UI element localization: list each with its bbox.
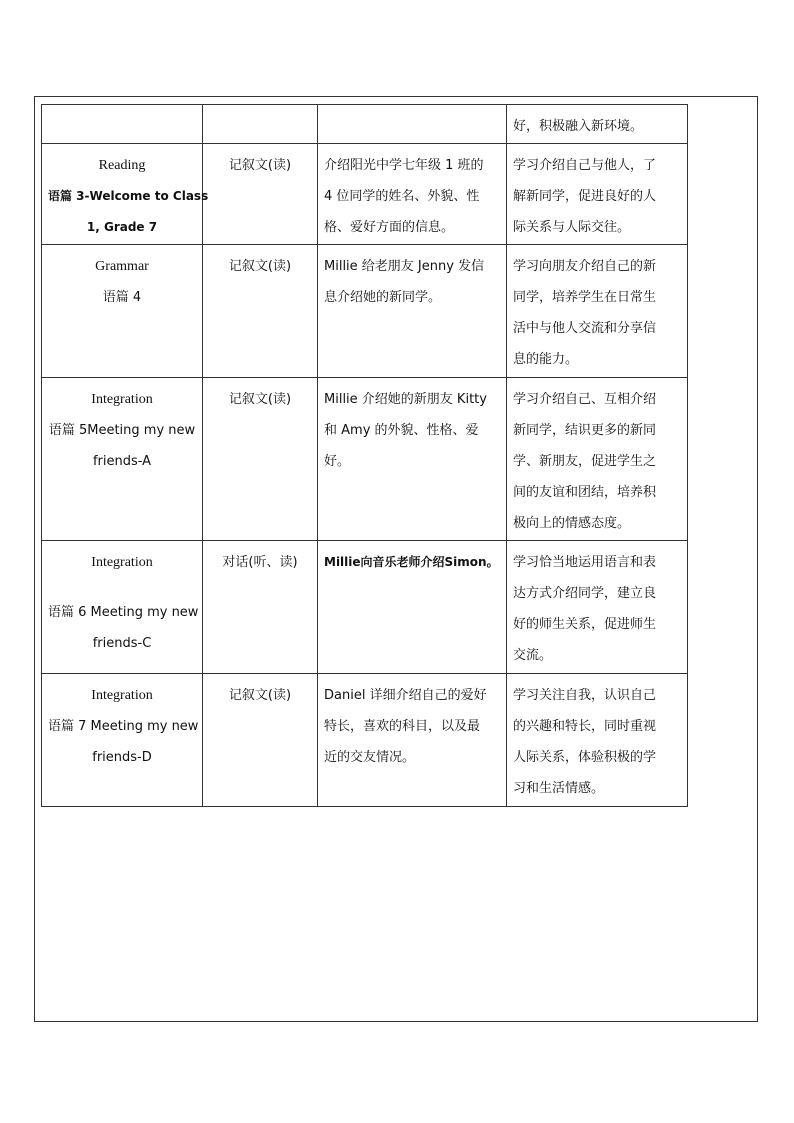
lesson-title: friends-A xyxy=(92,454,152,469)
lesson-title: 语篇 5Meeting my new xyxy=(48,423,196,438)
content-line: 特长，喜欢的科目，以及最 xyxy=(324,719,481,734)
goal-line: 同学，培养学生在日常生 xyxy=(513,290,657,305)
goal-line: 好的师生关系，促进师生 xyxy=(513,617,657,632)
table-row xyxy=(42,674,688,807)
content-line: Millie向音乐老师介绍Simon。 xyxy=(324,555,499,569)
lesson-title: 语篇 3-Welcome to Class xyxy=(48,189,209,203)
content-line: 介绍阳光中学七年级 1 班的 xyxy=(324,158,484,173)
lesson-title: friends-D xyxy=(92,750,152,765)
goal-cell xyxy=(507,674,688,807)
lesson-cell xyxy=(42,674,203,807)
goal-line: 人际关系，体验积极的学 xyxy=(513,750,657,765)
goal-line: 学习恰当地运用语言和表 xyxy=(513,555,657,570)
lesson-type: Integration xyxy=(91,392,153,407)
content-cell xyxy=(318,541,507,674)
goal-line: 解新同学，促进良好的人 xyxy=(513,189,657,204)
lesson-type: Integration xyxy=(91,688,153,703)
content-line: 格、爱好方面的信息。 xyxy=(324,220,455,235)
genre-text: 记叙文(读) xyxy=(228,688,292,703)
goal-line: 学习向朋友介绍自己的新 xyxy=(513,259,657,274)
content-cell xyxy=(318,245,507,378)
content-line: 和 Amy 的外貌、性格、爱 xyxy=(324,423,479,438)
lesson-title: 语篇 6 Meeting my new xyxy=(48,605,199,620)
content-line: Daniel 详细介绍自己的爱好 xyxy=(324,688,487,703)
table-row xyxy=(42,378,688,541)
genre-cell xyxy=(203,144,318,245)
goal-cell xyxy=(507,541,688,674)
goal-line: 学习关注自我，认识自己 xyxy=(513,688,657,703)
lesson-title: 语篇 7 Meeting my new xyxy=(48,719,199,734)
goal-line: 好，积极融入新环境。 xyxy=(513,119,644,134)
goal-line: 极向上的情感态度。 xyxy=(513,516,631,531)
genre-cell xyxy=(203,378,318,541)
goal-line: 新同学，结识更多的新同 xyxy=(513,423,657,438)
content-cell xyxy=(318,674,507,807)
goal-cell xyxy=(507,105,688,144)
lesson-type: Integration xyxy=(91,555,153,570)
content-cell xyxy=(318,105,507,144)
goal-line: 活中与他人交流和分享信 xyxy=(513,321,657,336)
lesson-cell xyxy=(42,144,209,245)
lesson-cell xyxy=(42,541,203,674)
goal-line: 学、新朋友，促进学生之 xyxy=(513,454,657,469)
content-cell xyxy=(318,378,507,541)
content-line: 近的交友情况。 xyxy=(324,750,416,765)
genre-cell xyxy=(203,245,318,378)
genre-text: 记叙文(读) xyxy=(228,259,292,274)
curriculum-table xyxy=(41,104,688,807)
goal-cell xyxy=(507,144,688,245)
lesson-title: friends-C xyxy=(92,636,152,651)
content-cell xyxy=(318,144,507,245)
genre-cell xyxy=(203,541,318,674)
table-row xyxy=(42,105,688,144)
content-line: 4 位同学的姓名、外貌、性 xyxy=(324,189,480,204)
lesson-title: 语篇 4 xyxy=(102,290,142,305)
lesson-type: Reading xyxy=(98,158,146,173)
genre-text: 记叙文(读) xyxy=(228,392,292,407)
goal-line: 学习介绍自己、互相介绍 xyxy=(513,392,657,407)
content-line: 息介绍她的新同学。 xyxy=(324,290,442,305)
lesson-gap xyxy=(48,578,196,597)
lesson-cell xyxy=(42,105,203,144)
goal-line: 习和生活情感。 xyxy=(513,781,605,796)
goal-line: 息的能力。 xyxy=(513,352,579,367)
goal-line: 际关系与人际交往。 xyxy=(513,220,631,235)
goal-line: 达方式介绍同学，建立良 xyxy=(513,586,657,601)
goal-cell xyxy=(507,378,688,541)
goal-line: 学习介绍自己与他人，了 xyxy=(513,158,657,173)
table-row xyxy=(42,144,688,245)
content-line: Millie 介绍她的新朋友 Kitty xyxy=(324,392,487,407)
goal-line: 交流。 xyxy=(513,648,553,663)
table-row xyxy=(42,245,688,378)
genre-text: 记叙文(读) xyxy=(228,158,292,173)
goal-line: 间的友谊和团结，培养积 xyxy=(513,485,657,500)
genre-cell xyxy=(203,105,318,144)
content-line: Millie 给老朋友 Jenny 发信 xyxy=(324,259,485,274)
lesson-cell xyxy=(42,245,203,378)
genre-text: 对话(听、读) xyxy=(222,555,298,570)
genre-cell xyxy=(203,674,318,807)
content-line: 好。 xyxy=(324,454,351,469)
goal-cell xyxy=(507,245,688,378)
lesson-type: Grammar xyxy=(95,259,149,274)
lesson-cell xyxy=(42,378,203,541)
goal-line: 的兴趣和特长，同时重视 xyxy=(513,719,657,734)
lesson-title: 1, Grade 7 xyxy=(86,220,158,234)
table-row xyxy=(42,541,688,674)
